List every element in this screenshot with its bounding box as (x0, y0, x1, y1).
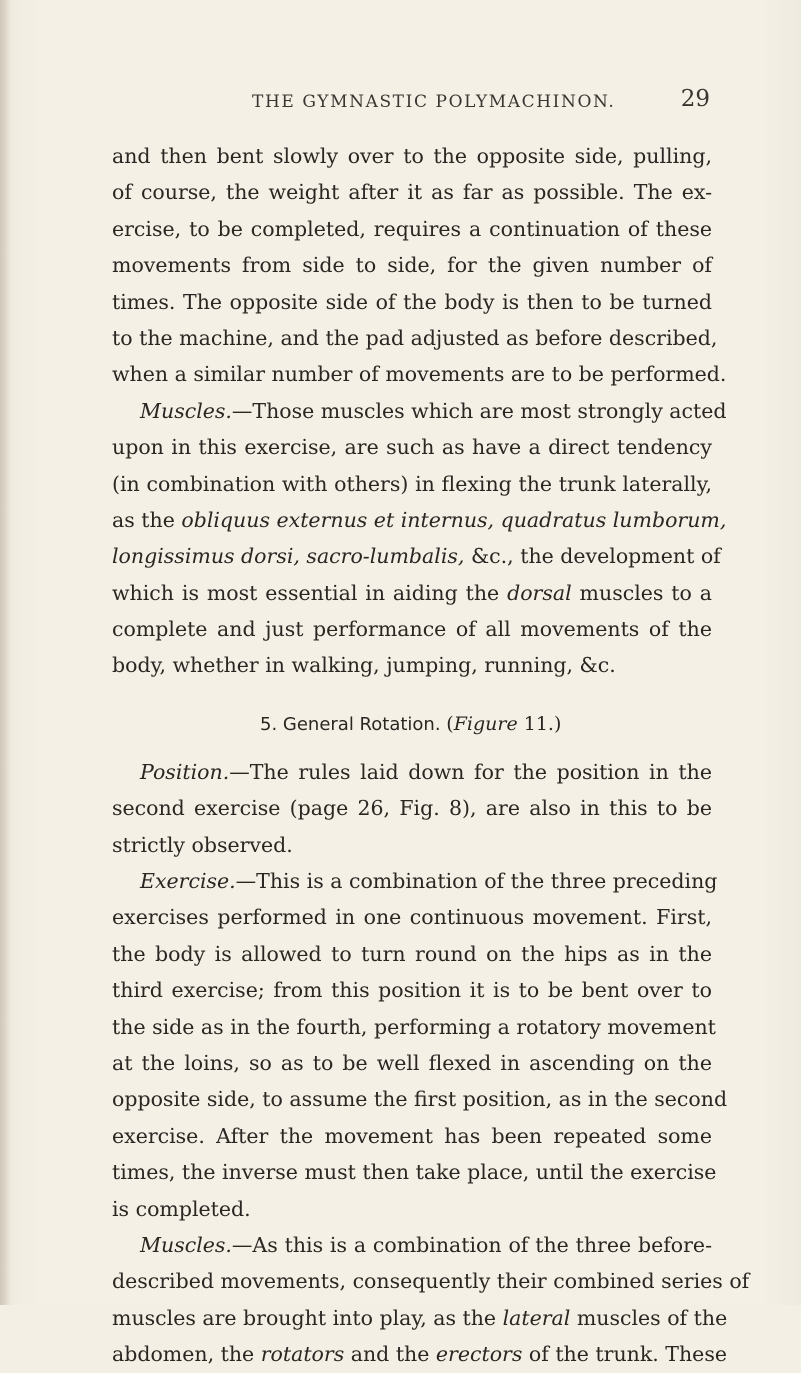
running-title: THE GYMNASTIC POLYMACHINON. (252, 92, 616, 112)
text-line: the side as in the fourth, performing a rotatory movement (112, 1014, 716, 1039)
section-title: 5. General Rotation. (260, 713, 441, 735)
text-line (112, 1300, 728, 1336)
text-line: is completed. (112, 1196, 251, 1221)
text-run: and the (344, 1342, 436, 1367)
binding-shadow (0, 0, 10, 1305)
italic-term: lateral (502, 1305, 571, 1330)
text-line (112, 538, 721, 574)
text-line: at the loins, so as to be well flexed in ascending on the (112, 1050, 712, 1075)
text-line: third exercise; from this position it is to be bent over to (112, 978, 712, 1003)
text-run: abdomen, the (112, 1342, 261, 1367)
text-line (112, 1336, 727, 1372)
text-run: of the trunk. These (522, 1342, 727, 1367)
text-line: strictly observed. (112, 832, 293, 857)
text-line: described movements, consequently their combined series of (112, 1269, 750, 1294)
italic-term: longissimus dorsi, sacro-lumbalis, (112, 544, 465, 569)
text-run: as the (112, 507, 182, 532)
ref-figure-word: Figure (453, 712, 518, 735)
text-line: when a similar number of movements are to be performed. (112, 362, 727, 387)
text-run: muscles to a (571, 580, 712, 605)
text-line: body, whether in walking, jumping, running, &c. (112, 653, 616, 678)
italic-term: erectors (435, 1342, 523, 1367)
text-line (112, 575, 712, 611)
text-line: ercise, to be completed, requires a continuation of these (112, 216, 712, 241)
text-line: upon in this exercise, are such as have a direct tendency (112, 435, 712, 460)
paragraph-label: Muscles. (140, 1232, 232, 1257)
section-spacer (112, 684, 712, 706)
text-run: —Those muscles which are most strongly acted (231, 398, 727, 423)
text-line (112, 754, 712, 790)
running-head (110, 84, 710, 124)
text-line: to the machine, and the pad adjusted as before described, (112, 325, 718, 350)
text-run: muscles of the (570, 1305, 728, 1330)
figure-reference (446, 713, 561, 735)
text-line: exercise. After the movement has been repeated some (112, 1123, 712, 1148)
text-line (112, 502, 727, 538)
text-line: (in combination with others) in flexing the trunk laterally, (112, 471, 712, 496)
italic-term: dorsal (507, 580, 572, 605)
italic-term: obliquus externus et internus, quadratus lumborum, (181, 507, 727, 532)
section-spacer (112, 742, 712, 754)
text-line (112, 863, 718, 899)
text-line: times, the inverse must then take place, until the exercise (112, 1160, 717, 1185)
text-run: muscles are brought into play, as the (112, 1305, 503, 1330)
section-heading (112, 706, 712, 742)
text-line: and then bent slowly over to the opposite side, pulling, (112, 144, 712, 168)
text-line: movements from side to side, for the given number of (112, 253, 712, 278)
text-run: —This is a combination of the three preceding (235, 869, 718, 894)
ref-figure-number: 11.) (517, 712, 562, 735)
text-line: times. The opposite side of the body is then to be turned (112, 289, 712, 314)
text-line: the body is allowed to turn round on the hips as in the (112, 941, 712, 966)
text-line (112, 393, 727, 429)
text-line: of course, the weight after it as far as possible. The ex- (112, 180, 712, 205)
page-number: 29 (680, 86, 710, 112)
body-text (112, 138, 750, 1373)
paragraph-label: Muscles. (140, 398, 232, 423)
text-line: opposite side, to assume the first position, as in the second (112, 1087, 728, 1112)
text-run: —As this is a combination of the three before- (231, 1232, 712, 1257)
text-line: exercises performed in one continuous movement. First, (112, 905, 712, 930)
ref-paren: ( (446, 712, 454, 735)
text-line: second exercise (page 26, Fig. 8), are also in this to be (112, 796, 712, 821)
text-run: —The rules laid down for the position in the (229, 759, 712, 784)
paragraph-label: Exercise. (140, 869, 236, 894)
text-run: which is most essential in aiding the (112, 580, 508, 605)
text-line: complete and just performance of all movements of the (112, 617, 712, 642)
italic-term: rotators (260, 1342, 345, 1367)
paragraph-label: Position. (140, 759, 230, 784)
text-line (112, 1227, 712, 1263)
text-run: &c., the development of (464, 544, 721, 569)
